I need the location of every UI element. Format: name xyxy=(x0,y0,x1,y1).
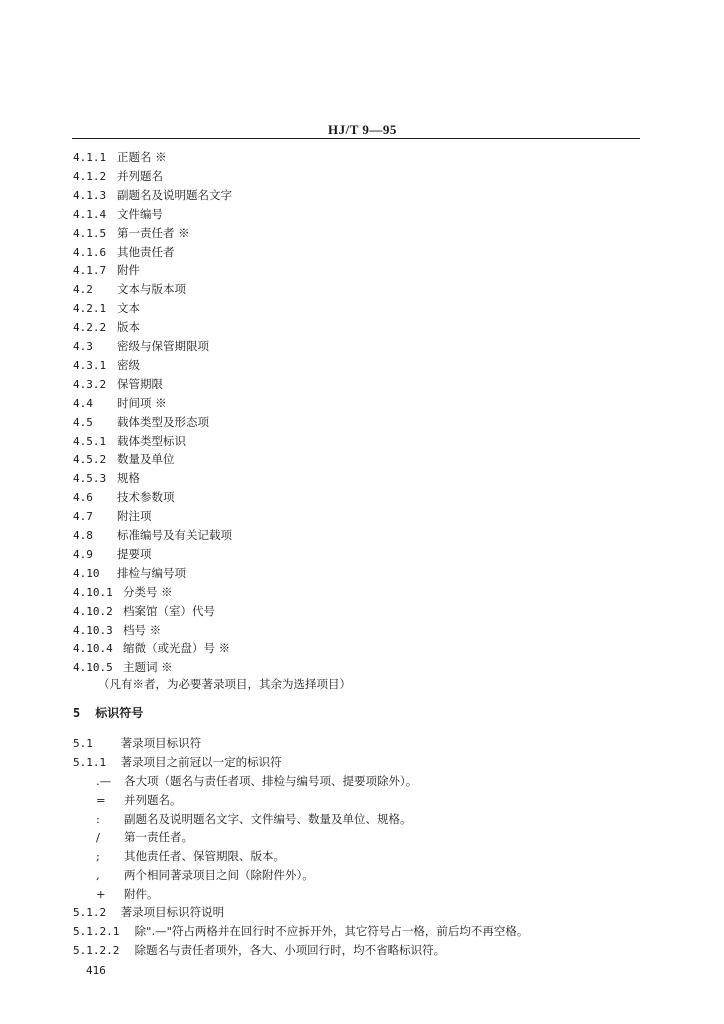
clause-number: 4.1.7 xyxy=(73,264,107,278)
clause-number: 4.1.6 xyxy=(73,245,107,259)
clause-item xyxy=(73,488,175,507)
clause-text: 时间项 ※ xyxy=(117,395,167,410)
clause-number: 4.10.2 xyxy=(73,604,113,618)
clause-text: 标准编号及有关记载项 xyxy=(117,528,232,542)
clause-item xyxy=(73,280,186,299)
clause-text: 其他责任者 xyxy=(117,244,175,259)
symbol-description: 第一责任者。 xyxy=(124,830,193,845)
clause-number: 4.3 xyxy=(73,340,93,353)
clause-number: 4.10.1 xyxy=(73,585,113,599)
clause-text: 分类号 ※ xyxy=(123,584,173,599)
clause-item xyxy=(73,432,186,451)
clause-5-1-2 xyxy=(73,903,224,922)
clause-number: 5.1.2.2 xyxy=(73,944,120,957)
clause-item xyxy=(73,602,215,621)
clause-text: 版本 xyxy=(117,320,140,335)
header-rule xyxy=(72,138,640,139)
clause-item xyxy=(73,639,230,658)
clause-item xyxy=(73,337,209,356)
symbol-item xyxy=(96,810,412,829)
clause-item xyxy=(73,318,140,337)
clause-text: 文件编号 xyxy=(117,206,163,221)
clause-text: 附件 xyxy=(117,263,140,278)
clause-text: 缩微（或光盘）号 ※ xyxy=(123,641,231,656)
clause-text: 文本与版本项 xyxy=(117,282,186,297)
page-number: 416 xyxy=(86,964,106,977)
clause-number: 4.2 xyxy=(73,283,93,297)
clause-number: 4.1.5 xyxy=(73,226,107,240)
clause-item xyxy=(73,205,163,224)
clause-item xyxy=(73,224,190,243)
clause-text: 著录项目标识符 xyxy=(120,736,202,750)
clause-text: 密级 xyxy=(117,357,140,372)
clause-number: 4.5.1 xyxy=(73,434,107,448)
clause-number: 5.1.2 xyxy=(73,906,107,919)
symbol-mark: , xyxy=(96,868,100,882)
symbol-item xyxy=(96,772,417,791)
clause-item xyxy=(73,526,232,545)
section-number: 5 xyxy=(73,706,81,720)
note-line: （凡有※者，为必要著录项目，其余为选择项目） xyxy=(98,677,351,691)
clause-number: 4.3.2 xyxy=(73,377,107,391)
clause-number: 4.10 xyxy=(73,566,100,580)
clause-item xyxy=(73,186,232,205)
clause-number: 4.1.3 xyxy=(73,188,107,202)
symbol-item xyxy=(96,828,193,847)
symbol-item xyxy=(96,885,159,904)
clause-item xyxy=(73,243,175,262)
clause-number: 4.5.2 xyxy=(73,453,107,467)
clause-text: 除题名与责任者项外，各大、小项回行时，均不省略标识符。 xyxy=(134,943,446,957)
section-title: 标识符号 xyxy=(95,706,144,720)
symbol-description: 各大项（题名与责任者项、排检与编号项、提要项除外）。 xyxy=(124,774,418,788)
clause-number: 5.1.2.1 xyxy=(73,925,120,938)
clause-text: 除".—"符占两格并在回行时不应拆开外，其它符号占一格，前后均不再空格。 xyxy=(134,924,529,938)
symbol-mark: / xyxy=(96,830,100,845)
clause-item xyxy=(73,167,163,186)
clause-text: 著录项目之前冠以一定的标识符 xyxy=(120,755,282,769)
symbol-description: 附件。 xyxy=(124,886,159,901)
clause-text: 文本 xyxy=(117,301,140,316)
clause-number: 5.1 xyxy=(73,737,93,750)
clause-text: 排检与编号项 xyxy=(117,565,186,580)
clause-number: 4.9 xyxy=(73,547,93,561)
symbol-description: 并列题名。 xyxy=(124,792,182,807)
clause-item xyxy=(73,375,163,394)
clause-5-1-2-2 xyxy=(73,941,445,960)
clause-number: 5.1.1 xyxy=(73,756,107,769)
clause-number: 4.1.2 xyxy=(73,169,107,183)
clause-text: 第一责任者 ※ xyxy=(117,225,190,240)
standard-code: HJ/T 9—95 xyxy=(328,122,397,137)
clause-text: 规格 xyxy=(117,471,140,486)
section-5-heading xyxy=(73,704,143,723)
symbol-mark: : xyxy=(96,811,100,826)
clause-item xyxy=(73,450,175,469)
clause-number: 4.2.2 xyxy=(73,321,107,335)
clause-item xyxy=(73,148,167,167)
clause-number: 4.3.1 xyxy=(73,358,107,372)
clause-text: 提要项 xyxy=(117,546,152,561)
clause-number: 4.8 xyxy=(73,529,93,542)
clause-text: 主题词 ※ xyxy=(123,660,173,675)
clause-number: 4.1.1 xyxy=(73,151,107,164)
clause-text: 正题名 ※ xyxy=(117,150,167,164)
clause-text: 著录项目标识符说明 xyxy=(120,905,225,919)
clause-item xyxy=(73,413,209,432)
clause-number: 4.10.4 xyxy=(73,642,113,656)
clause-number: 4.2.1 xyxy=(73,302,107,316)
clause-text: 数量及单位 xyxy=(117,452,175,467)
clause-item xyxy=(73,394,167,413)
clause-text: 档案馆（室）代号 xyxy=(123,603,215,618)
clause-5-1 xyxy=(73,734,201,753)
clause-number: 4.1.4 xyxy=(73,207,107,221)
clause-text: 载体类型及形态项 xyxy=(117,414,209,429)
clause-item xyxy=(73,261,140,280)
clause-number: 4.4 xyxy=(73,396,93,410)
clause-item xyxy=(73,564,186,583)
clause-text: 档号 ※ xyxy=(123,622,162,637)
clause-number: 4.7 xyxy=(73,510,93,524)
clause-number: 4.10.3 xyxy=(73,623,113,637)
symbol-description: 两个相同著录项目之间（除附件外）。 xyxy=(124,868,314,882)
clause-text: 副题名及说明题名文字 xyxy=(117,187,232,202)
symbol-item xyxy=(96,847,285,866)
clause-number: 4.5.3 xyxy=(73,472,107,486)
symbol-mark: = xyxy=(96,792,106,807)
clause-text: 载体类型标识 xyxy=(117,433,186,448)
symbol-description: 其他责任者、保管期限、版本。 xyxy=(124,849,285,864)
clause-5-1-2-1 xyxy=(73,922,528,941)
clause-text: 附注项 xyxy=(117,509,152,524)
clause-item xyxy=(73,469,140,488)
symbol-mark: .— xyxy=(96,774,112,788)
symbol-description: 副题名及说明题名文字、文件编号、数量及单位、规格。 xyxy=(124,811,412,826)
clause-item xyxy=(73,507,152,526)
clause-item xyxy=(73,621,161,640)
clause-item xyxy=(73,545,152,564)
clause-item xyxy=(73,583,173,602)
symbol-mark: ; xyxy=(96,849,100,864)
clause-number: 4.6 xyxy=(73,491,93,505)
symbol-item xyxy=(96,791,182,810)
clause-number: 4.10.5 xyxy=(73,661,113,675)
clause-item xyxy=(73,356,140,375)
symbol-item xyxy=(96,866,314,885)
symbol-mark: + xyxy=(96,886,106,901)
clause-text: 密级与保管期限项 xyxy=(117,339,209,353)
clause-5-1-1 xyxy=(73,753,282,772)
clause-item xyxy=(73,299,140,318)
clause-text: 保管期限 xyxy=(117,376,163,391)
clause-number: 4.5 xyxy=(73,415,93,429)
clause-text: 并列题名 xyxy=(117,168,163,183)
clause-text: 技术参数项 xyxy=(117,490,175,505)
